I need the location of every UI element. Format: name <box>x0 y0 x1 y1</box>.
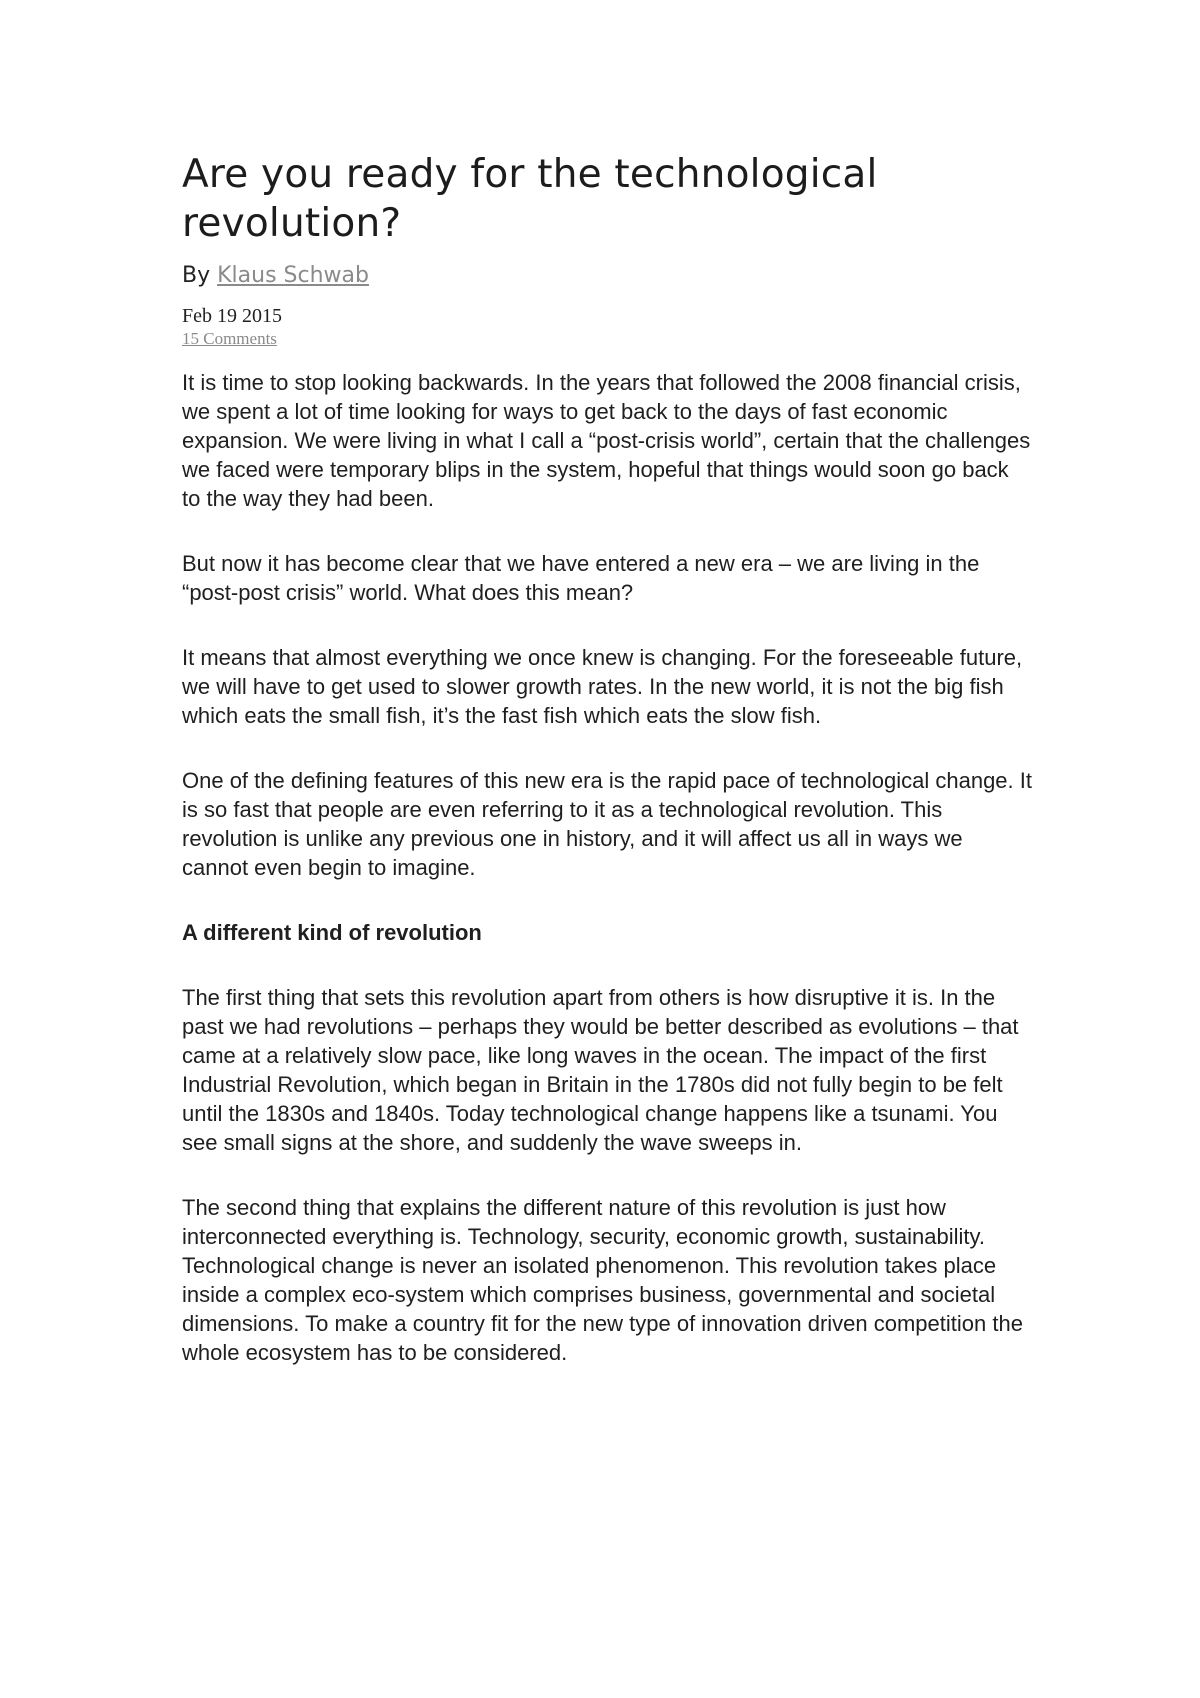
article <box>182 150 1032 1403</box>
paragraph: One of the defining features of this new era is the rapid pace of technological change. It is so fast that people are even referring to it as a technological revolution. This revolution is unlike any previous one in history, and it will affect us all in ways we cannot even begin to imagine. <box>182 768 1032 880</box>
article-body <box>182 368 1032 1367</box>
paragraph: The second thing that explains the different nature of this revolution is just how interconnected everything is. Technology, security, economic growth, sustainability. Technological change is never an isolated phenomenon. This revolution takes place inside a complex eco-system which comprises business, governmental and societal dimensions. To make a country fit for the new type of innovation driven competition the whole ecosystem has to be considered. <box>182 1195 1023 1365</box>
byline <box>182 261 1032 291</box>
author-link[interactable]: Klaus Schwab <box>217 263 369 288</box>
publish-date: Feb 19 2015 <box>182 305 282 327</box>
section-heading: A different kind of revolution <box>182 920 482 945</box>
byline-prefix: By <box>182 263 218 288</box>
paragraph: It means that almost everything we once knew is changing. For the foreseeable future, we will have to get used to slower growth rates. In the new world, it is not the big fish which eats the small fish, it’s the fast fish which eats the slow fish. <box>182 645 1023 728</box>
paragraph: But now it has become clear that we have entered a new era – we are living in the “post-post crisis” world. What does this mean? <box>182 551 980 605</box>
paragraph: The first thing that sets this revolution apart from others is how disruptive it is. In the past we had revolutions – perhaps they would be better described as evolutions – that came at a relatively slow pace, like long waves in the ocean. The impact of the first Industrial Revolution, which began in Britain in the 1780s did not fully begin to be felt until the 1830s and 1840s. Today technological change happens like a tsunami. You see small signs at the shore, and suddenly the wave sweeps in. <box>182 985 1019 1155</box>
article-title: Are you ready for the technological revolution? <box>182 152 878 246</box>
paragraph: It is time to stop looking backwards. In the years that followed the 2008 financial crisis, we spent a lot of time looking for ways to get back to the days of fast economic expansion. We were living in what I call a “post-crisis world”, certain that the challenges we faced were temporary blips in the system, hopeful that things would soon go back to the way they had been. <box>182 370 1031 511</box>
comments-link[interactable]: 15 Comments <box>182 329 277 348</box>
